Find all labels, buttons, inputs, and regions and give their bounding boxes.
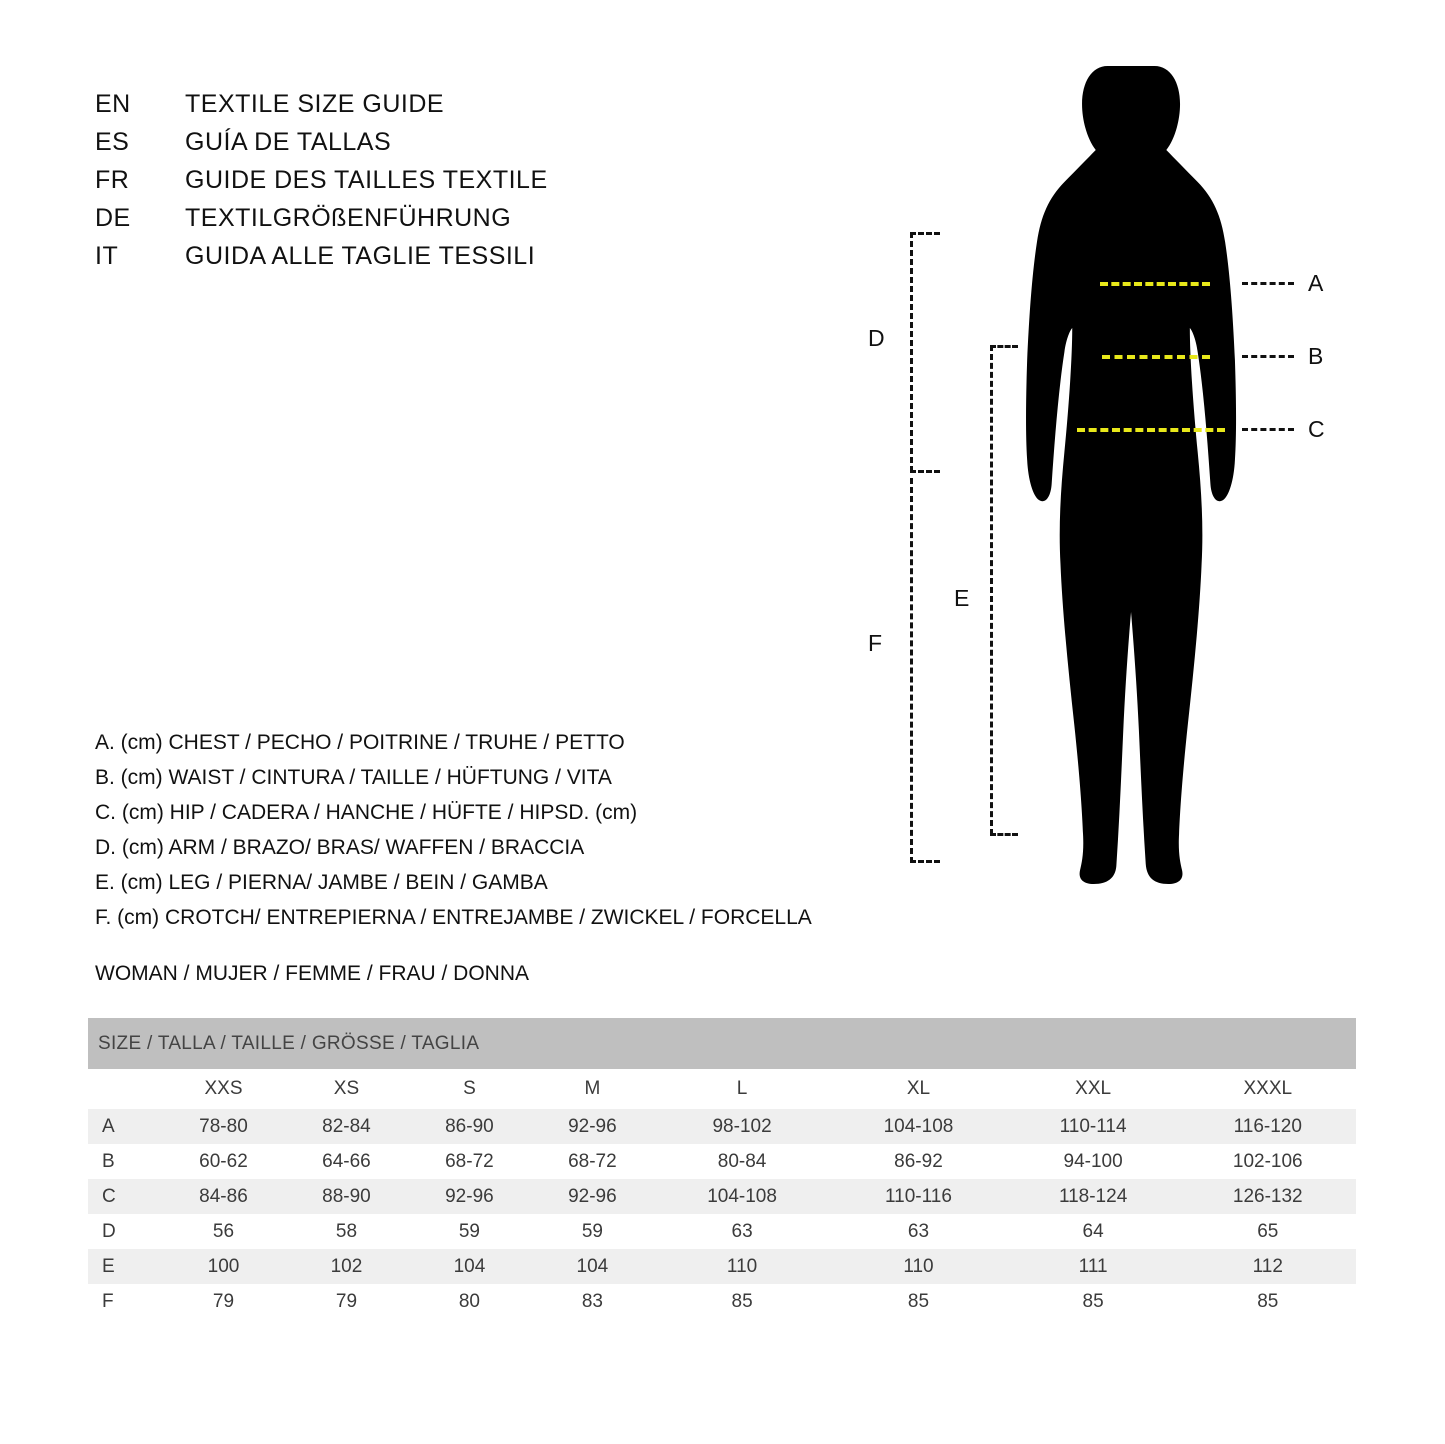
table-header-m: M — [531, 1069, 654, 1109]
table-band-label: SIZE / TALLA / TAILLE / GRÖSSE / TAGLIA — [88, 1018, 1356, 1069]
cell-e-xxs: 100 — [162, 1249, 285, 1284]
cell-f-xl: 85 — [830, 1284, 1006, 1319]
legend-item-c: C. (cm) HIP / CADERA / HANCHE / HÜFTE / HIPSD. (cm) — [95, 801, 638, 824]
cell-c-l: 104-108 — [654, 1179, 830, 1214]
marker-label-a: A — [1308, 270, 1324, 296]
title-lang-es: ES — [95, 128, 130, 156]
cell-e-xl: 110 — [830, 1249, 1006, 1284]
cell-a-m: 92-96 — [531, 1109, 654, 1144]
arm-bracket-line — [910, 232, 913, 472]
title-lang-en: EN — [95, 90, 131, 118]
cell-f-xxxl: 85 — [1180, 1284, 1356, 1319]
title-row — [95, 90, 795, 128]
chest-measure-line — [1100, 282, 1210, 286]
cell-c-xs: 88-90 — [285, 1179, 408, 1214]
leg-bracket-line — [990, 345, 993, 835]
cell-a-xxs: 78-80 — [162, 1109, 285, 1144]
cell-b-l: 80-84 — [654, 1144, 830, 1179]
legend-item-b: B. (cm) WAIST / CINTURA / TAILLE / HÜFTUNG / VITA — [95, 766, 612, 789]
cell-d-xxs: 56 — [162, 1214, 285, 1249]
cell-f-xxl: 85 — [1007, 1284, 1180, 1319]
table-header-row — [88, 1069, 1356, 1109]
title-row — [95, 242, 795, 280]
table-row — [88, 1214, 1356, 1249]
cell-d-l: 63 — [654, 1214, 830, 1249]
title-block — [95, 90, 795, 280]
cell-c-xl: 110-116 — [830, 1179, 1006, 1214]
legend-item-f: F. (cm) CROTCH/ ENTREPIERNA / ENTREJAMBE / ZWICKEL / FORCELLA — [95, 906, 812, 929]
cell-b-xxs: 60-62 — [162, 1144, 285, 1179]
cell-f-xxs: 79 — [162, 1284, 285, 1319]
title-lang-it: IT — [95, 242, 119, 270]
title-text-es: GUÍA DE TALLAS — [185, 128, 392, 156]
marker-label-c: C — [1308, 416, 1325, 442]
legend-item-e: E. (cm) LEG / PIERNA/ JAMBE / BEIN / GAMBA — [95, 871, 548, 894]
table-header-xs: XS — [285, 1069, 408, 1109]
cell-d-m: 59 — [531, 1214, 654, 1249]
cell-d-s: 59 — [408, 1214, 531, 1249]
title-text-de: TEXTILGRÖßENFÜHRUNG — [185, 204, 512, 232]
waist-leader-line — [1242, 355, 1294, 358]
cell-d-xs: 58 — [285, 1214, 408, 1249]
hip-leader-line — [1242, 428, 1294, 431]
title-text-en: TEXTILE SIZE GUIDE — [185, 90, 445, 118]
cell-b-xxxl: 102-106 — [1180, 1144, 1356, 1179]
table-header-s: S — [408, 1069, 531, 1109]
legend-item-a: A. (cm) CHEST / PECHO / POITRINE / TRUHE / PETTO — [95, 731, 625, 754]
table-row — [88, 1284, 1356, 1319]
title-text-it: GUIDA ALLE TAGLIE TESSILI — [185, 242, 536, 270]
marker-label-d: D — [868, 325, 885, 351]
gender-label: WOMAN / MUJER / FEMME / FRAU / DONNA — [95, 962, 529, 985]
table-row — [88, 1144, 1356, 1179]
cell-b-xl: 86-92 — [830, 1144, 1006, 1179]
cell-e-xxl: 111 — [1007, 1249, 1180, 1284]
title-row — [95, 204, 795, 242]
cell-c-xxxl: 126-132 — [1180, 1179, 1356, 1214]
cell-a-l: 98-102 — [654, 1109, 830, 1144]
cell-d-xxl: 64 — [1007, 1214, 1180, 1249]
row-label-f: F — [88, 1284, 162, 1319]
cell-c-xxs: 84-86 — [162, 1179, 285, 1214]
table-header-xxs: XXS — [162, 1069, 285, 1109]
title-row — [95, 166, 795, 204]
row-label-a: A — [88, 1109, 162, 1144]
cell-f-s: 80 — [408, 1284, 531, 1319]
row-label-d: D — [88, 1214, 162, 1249]
row-label-e: E — [88, 1249, 162, 1284]
cell-b-xs: 64-66 — [285, 1144, 408, 1179]
cell-f-l: 85 — [654, 1284, 830, 1319]
leg-bracket-top-cap — [990, 345, 1018, 348]
table-header-xxxl: XXXL — [1180, 1069, 1356, 1109]
cell-a-xs: 82-84 — [285, 1109, 408, 1144]
cell-e-xxxl: 112 — [1180, 1249, 1356, 1284]
leg-bracket-bottom-cap — [990, 833, 1018, 836]
table-band-row — [88, 1018, 1356, 1069]
table-row — [88, 1179, 1356, 1214]
cell-e-l: 110 — [654, 1249, 830, 1284]
cell-b-m: 68-72 — [531, 1144, 654, 1179]
cell-b-xxl: 94-100 — [1007, 1144, 1180, 1179]
cell-c-s: 92-96 — [408, 1179, 531, 1214]
row-label-b: B — [88, 1144, 162, 1179]
table-header-xl: XL — [830, 1069, 1006, 1109]
title-text-fr: GUIDE DES TAILLES TEXTILE — [185, 166, 548, 194]
arm-bracket-bottom-cap — [910, 470, 940, 473]
cell-e-s: 104 — [408, 1249, 531, 1284]
table-header-l: L — [654, 1069, 830, 1109]
woman-silhouette-icon — [1010, 60, 1260, 900]
cell-c-xxl: 118-124 — [1007, 1179, 1180, 1214]
cell-f-xs: 79 — [285, 1284, 408, 1319]
cell-a-xxl: 110-114 — [1007, 1109, 1180, 1144]
hip-measure-line — [1077, 428, 1225, 432]
cell-d-xl: 63 — [830, 1214, 1006, 1249]
cell-e-xs: 102 — [285, 1249, 408, 1284]
waist-measure-line — [1102, 355, 1210, 359]
marker-label-e: E — [954, 585, 970, 611]
legend-item-d: D. (cm) ARM / BRAZO/ BRAS/ WAFFEN / BRACCIA — [95, 836, 585, 859]
cell-b-s: 68-72 — [408, 1144, 531, 1179]
table-row — [88, 1109, 1356, 1144]
table-row — [88, 1249, 1356, 1284]
marker-label-b: B — [1308, 343, 1324, 369]
table-header-corner — [88, 1069, 162, 1109]
cell-a-xxxl: 116-120 — [1180, 1109, 1356, 1144]
cell-e-m: 104 — [531, 1249, 654, 1284]
table-header-xxl: XXL — [1007, 1069, 1180, 1109]
cell-d-xxxl: 65 — [1180, 1214, 1356, 1249]
chest-leader-line — [1242, 282, 1294, 285]
marker-label-f: F — [868, 630, 883, 656]
row-label-c: C — [88, 1179, 162, 1214]
size-table — [88, 1018, 1356, 1319]
title-lang-de: DE — [95, 204, 131, 232]
arm-bracket-top-cap — [910, 232, 940, 235]
cell-a-s: 86-90 — [408, 1109, 531, 1144]
cell-a-xl: 104-108 — [830, 1109, 1006, 1144]
cell-f-m: 83 — [531, 1284, 654, 1319]
title-lang-fr: FR — [95, 166, 130, 194]
cell-c-m: 92-96 — [531, 1179, 654, 1214]
legend-block — [95, 725, 925, 935]
title-row — [95, 128, 795, 166]
